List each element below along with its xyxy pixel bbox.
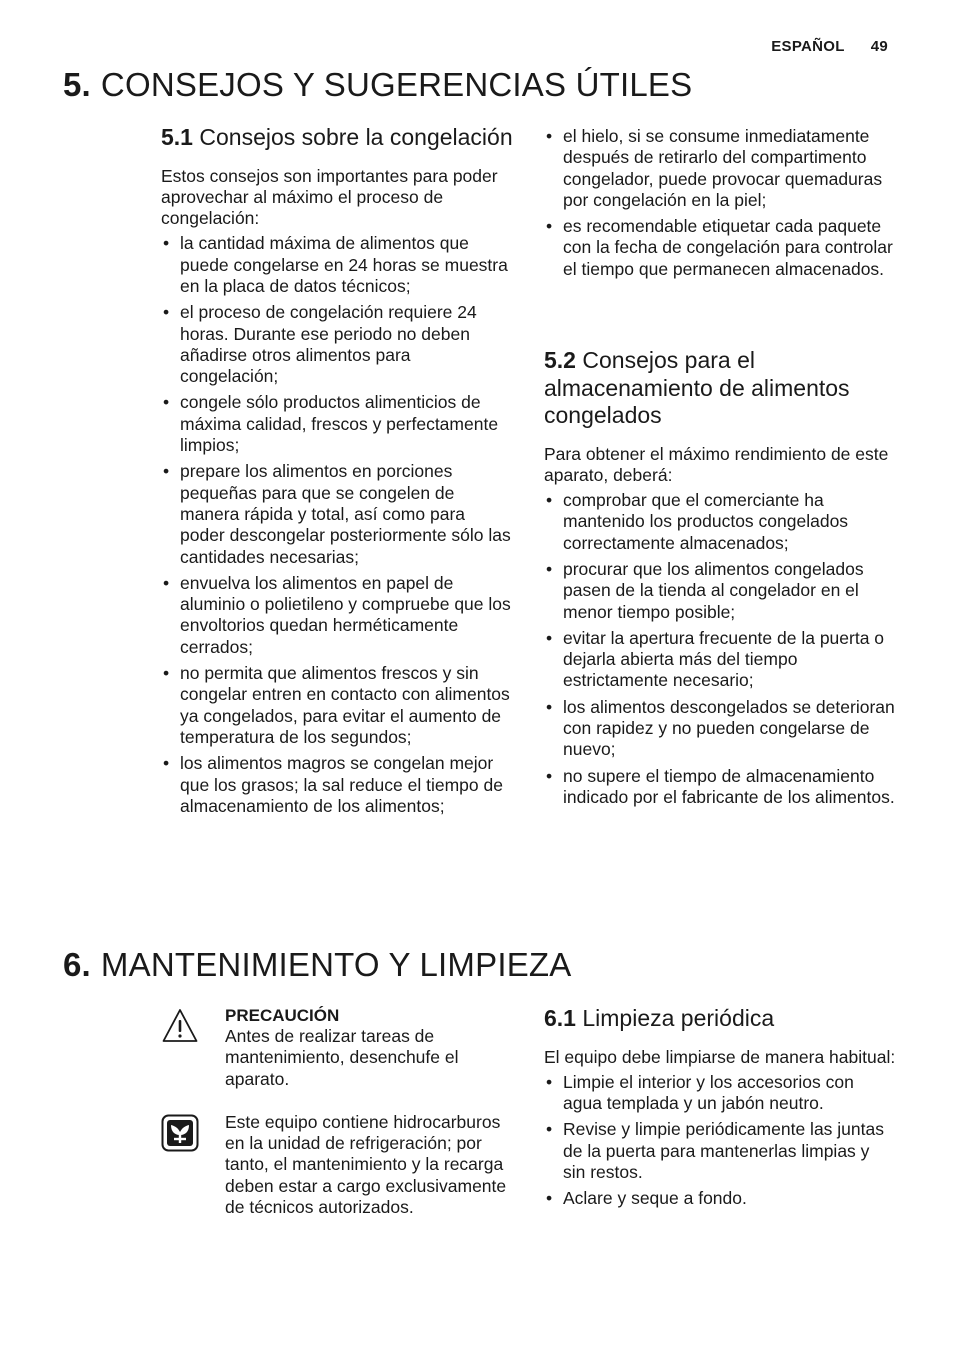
chapter-6-number: 6. [63,946,91,983]
list-item: • la cantidad máxima de alimentos que puede congelarse en 24 horas se muestra en la placa de datos técnicos; [161,233,513,297]
section-5-2 [544,347,896,813]
section-6-1-number: 6.1 [544,1005,576,1031]
list-item: • los alimentos descongelados se deterioran con rapidez y no pueden congelarse de nuevo; [544,697,896,761]
list-item: • el proceso de congelación requiere 24 horas. Durante ese periodo no deben añadirse otros alimentos para congelación; [161,302,513,387]
environment-notice [161,1112,513,1218]
chapter-6-title: MANTENIMIENTO Y LIMPIEZA [100,946,572,983]
page-number: 49 [870,38,888,55]
section-6-1-intro: El equipo debe limpiarse de manera habitual: [544,1046,896,1067]
section-6-1-list [544,1072,896,1210]
list-item: • Revise y limpie periódicamente las juntas de la puerta para mantenerlas limpias y sin restos. [544,1119,896,1183]
chapter-6-heading [63,946,571,984]
section-5-2-number: 5.2 [544,347,576,373]
section-5-1-intro: Estos consejos son importantes para poder aprovechar al máximo el proceso de congelación: [161,165,498,229]
list-item: • el hielo, si se consume inmediatamente después de retirarlo del compartimento congelador, puede provocar quemaduras por congelación en la piel; [544,126,896,211]
section-5-1-list [161,233,513,817]
section-5-2-heading [544,347,896,430]
environment-icon [161,1114,199,1152]
chapter-5-title: CONSEJOS Y SUGERENCIAS ÚTILES [100,66,693,103]
section-5-1-title: Consejos sobre la congelación [199,124,513,150]
section-5-1-list-continued [544,126,896,280]
section-5-1-heading [161,124,513,152]
list-item: • congele sólo productos alimenticios de máxima calidad, frescos y perfectamente limpios; [161,392,513,456]
chapter-5-number: 5. [63,66,91,103]
caution-notice [161,1005,513,1090]
list-item: • los alimentos magros se congelan mejor que los grasos; la sal reduce el tiempo de almacenamiento de los alimentos; [161,753,513,817]
caution-title: PRECAUCIÓN [225,1006,340,1025]
section-5-2-list [544,490,896,808]
section-5-1-continued [544,126,896,285]
chapter-6-notices [161,1005,513,1218]
language-label: ESPAÑOL [771,38,845,55]
list-item: • comprobar que el comerciante ha mantenido los productos congelados correctamente almacenados; [544,490,896,554]
list-item: • procurar que los alimentos congelados pasen de la tienda al congelador en el menor tiempo posible; [544,559,896,623]
section-5-2-title: Consejos para el almacenamiento de alimentos congelados [544,347,850,428]
list-item: • Aclare y seque a fondo. [544,1188,896,1209]
section-6-1-title: Limpieza periódica [582,1005,775,1031]
list-item: • no supere el tiempo de almacenamiento indicado por el fabricante de los alimentos. [544,766,896,809]
section-5-1-number: 5.1 [161,124,193,150]
list-item: • Limpie el interior y los accesorios con agua templada y un jabón neutro. [544,1072,896,1115]
list-item: • es recomendable etiquetar cada paquete con la fecha de congelación para controlar el tiempo que permanecen almacenados. [544,216,896,280]
page-header [771,38,888,55]
section-5-1 [161,124,513,822]
list-item: • envuelva los alimentos en papel de aluminio o polietileno y compruebe que los envoltorios quedan herméticamente cerrados; [161,573,513,658]
environment-text: Este equipo contiene hidrocarburos en la unidad de refrigeración; por tanto, el mantenimiento y la recarga deben estar a cargo exclusivamente de técnicos autorizados. [225,1111,507,1218]
list-item: • prepare los alimentos en porciones pequeñas para que se congelen de manera rápida y total, así como para poder descongelar posteriormente sólo las cantidades necesarias; [161,461,513,567]
section-6-1 [544,1005,896,1215]
chapter-5-heading [63,66,692,104]
caution-text: Antes de realizar tareas de mantenimiento, desenchufe el aparato. [225,1026,459,1089]
warning-icon [161,1007,199,1045]
section-5-2-intro: Para obtener el máximo rendimiento de este aparato, deberá: [544,443,889,485]
list-item: • no permita que alimentos frescos y sin congelar entren en contacto con alimentos ya congelados, para evitar el aumento de temperatura de los segundos; [161,663,513,748]
list-item: • evitar la apertura frecuente de la puerta o dejarla abierta más del tiempo estrictamente necesario; [544,628,896,692]
section-6-1-heading [544,1005,896,1033]
